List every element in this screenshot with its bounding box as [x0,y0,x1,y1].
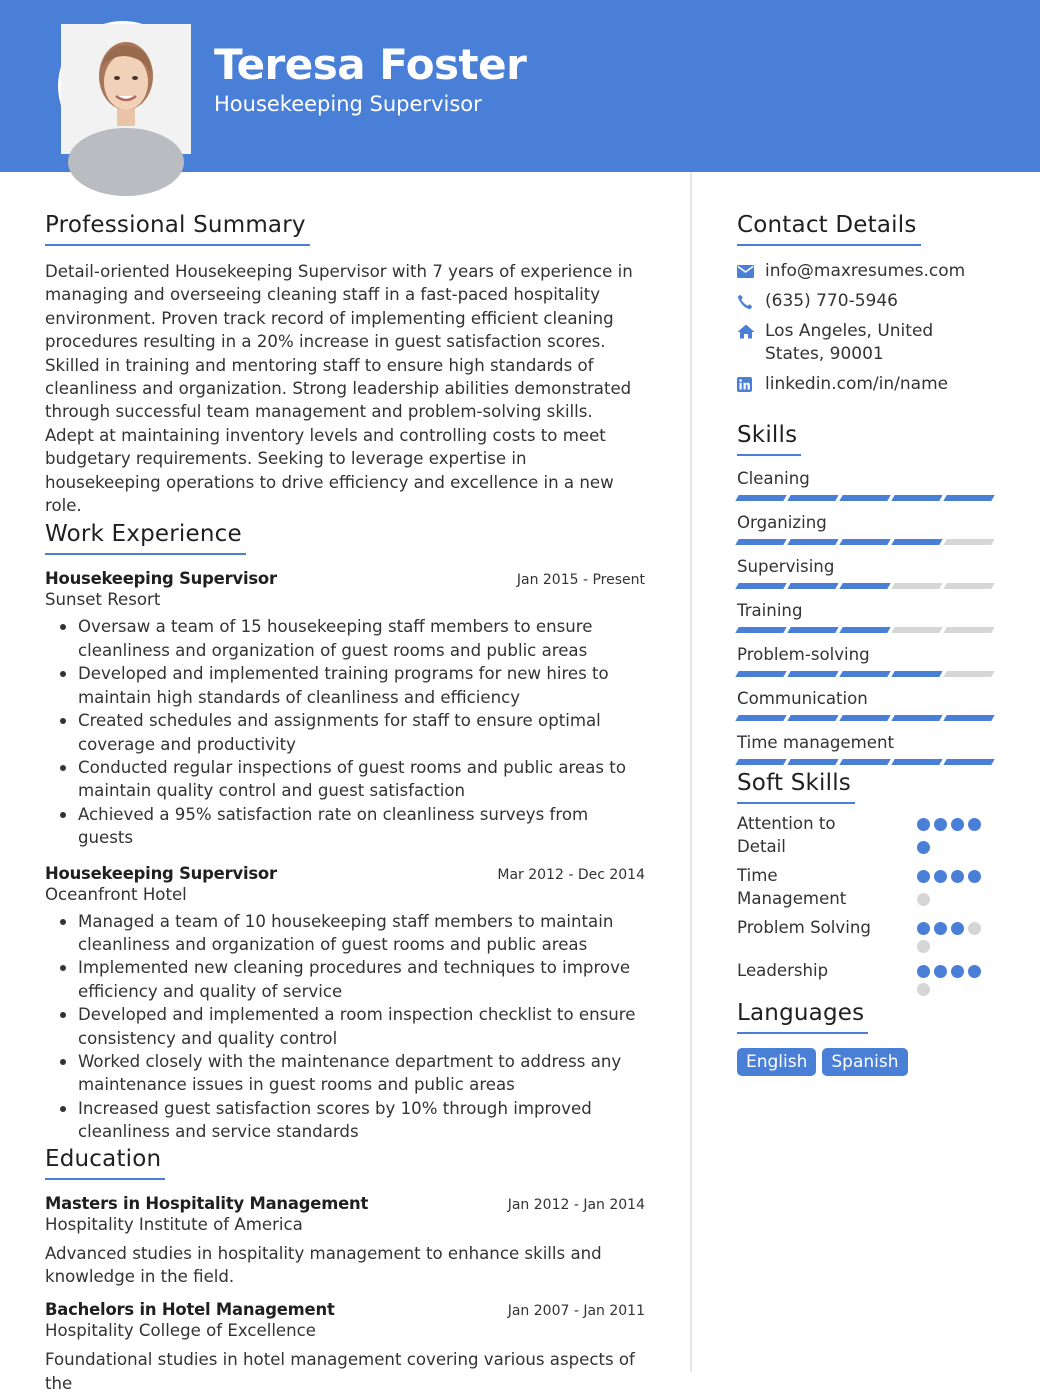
skill-level-segment [735,583,786,589]
job-bullets [45,615,645,849]
skill-item [737,644,997,677]
contact-heading: Contact Details [737,212,921,246]
soft-skill-name: Leadership [737,961,829,980]
rating-dot [968,965,981,978]
soft-skill-rating [917,959,997,996]
soft-skill-name: Problem Solving [737,918,871,937]
rating-dot [951,818,964,831]
job-bullet: Achieved a 95% satisfaction rate on cleanliness surveys from guests [45,803,645,850]
contact-phone-text: (635) 770-5946 [765,291,898,311]
skill-level-segment [839,583,890,589]
skill-level-bar [737,627,997,633]
skill-level-segment [839,671,890,677]
skill-level-segment [787,495,838,501]
education-school: Hospitality College of Excellence [45,1321,316,1341]
linkedin-icon [737,373,765,396]
skill-level-segment [943,715,994,721]
job-entry [45,569,645,849]
soft-skill-item [737,864,997,910]
job-bullet: Worked closely with the maintenance department to address any maintenance issues in guest rooms and public areas [45,1050,645,1097]
job-bullet: Oversaw a team of 15 housekeeping staff members to ensure cleanliness and organization of guest rooms and public areas [45,615,645,662]
job-role: Housekeeping Supervisor [45,863,277,883]
contact-phone[interactable] [737,290,997,313]
skill-level-segment [891,539,942,545]
skill-level-segment [891,495,942,501]
skill-level-segment [839,715,890,721]
education-degree: Bachelors in Hotel Management [45,1300,335,1320]
job-bullet: Managed a team of 10 housekeeping staff members to maintain cleanliness and organization of guest rooms and public areas [45,910,645,957]
job-bullet: Developed and implemented training programs for new hires to maintain high standards of cleanliness and efficiency [45,662,645,709]
soft-skill-rating [917,916,997,953]
job-dates: Mar 2012 - Dec 2014 [497,866,645,883]
candidate-title: Housekeeping Supervisor [214,92,482,116]
rating-dot [951,965,964,978]
email-icon [737,260,765,283]
rating-dot [968,818,981,831]
rating-dot [917,965,930,978]
language-tag: English [737,1048,816,1076]
soft-skills-heading: Soft Skills [737,770,855,804]
skill-level-segment [943,671,994,677]
rating-dot [917,940,930,953]
job-bullets [45,910,645,1144]
rating-dot [917,983,930,996]
rating-dot [917,818,930,831]
experience-heading: Work Experience [45,521,246,555]
soft-skill-name: Attention to Detail [737,814,836,856]
job-bullet: Developed and implemented a room inspection checklist to ensure consistency and quality control [45,1003,645,1050]
education-dates: Jan 2012 - Jan 2014 [507,1196,645,1213]
skill-level-segment [839,495,890,501]
job-bullet: Increased guest satisfaction scores by 10% through improved cleanliness and service standards [45,1097,645,1144]
job-role: Housekeeping Supervisor [45,569,277,589]
skill-item [737,556,997,589]
skill-level-segment [787,583,838,589]
contact-location [737,320,997,366]
skill-level-segment [943,627,994,633]
skill-level-segment [839,759,890,765]
skill-level-bar [737,539,997,545]
education-description: Advanced studies in hospitality management to enhance skills and knowledge in the field. [45,1243,602,1286]
skill-level-segment [735,671,786,677]
education-entry [45,1300,645,1395]
skill-name: Training [737,601,803,620]
skill-level-segment [787,715,838,721]
job-bullet: Implemented new cleaning procedures and techniques to improve efficiency and quality of service [45,956,645,1003]
skill-name: Time management [737,733,895,752]
skill-level-segment [735,715,786,721]
skill-level-segment [787,671,838,677]
skill-item [737,688,997,721]
job-bullet: Created schedules and assignments for staff to ensure optimal coverage and productivity [45,709,645,756]
skill-item [737,468,997,501]
skill-level-segment [943,539,994,545]
skill-level-segment [735,495,786,501]
rating-dot [968,922,981,935]
soft-skill-item [737,959,997,996]
skill-name: Communication [737,689,868,708]
candidate-name: Teresa Foster [214,40,527,89]
soft-skill-rating [917,812,997,858]
skill-level-segment [787,759,838,765]
skill-name: Supervising [737,557,835,576]
skill-level-segment [787,539,838,545]
skill-level-segment [891,759,942,765]
job-entry [45,864,645,1144]
education-entry [45,1194,645,1289]
skill-level-segment [735,759,786,765]
skill-level-segment [891,671,942,677]
education-heading: Education [45,1146,165,1180]
home-icon [737,320,765,343]
skill-level-segment [735,539,786,545]
main-column [45,212,645,1395]
skill-item [737,512,997,545]
skill-name: Problem-solving [737,645,870,664]
skill-name: Cleaning [737,469,810,488]
rating-dot [951,922,964,935]
skill-name: Organizing [737,513,827,532]
skills-heading: Skills [737,422,801,456]
languages-heading: Languages [737,1000,868,1034]
rating-dot [951,870,964,883]
contact-email[interactable] [737,260,997,283]
job-bullet: Conducted regular inspections of guest rooms and public areas to maintain quality control and guest satisfaction [45,756,645,803]
soft-skill-item [737,916,997,953]
skill-level-bar [737,583,997,589]
rating-dot [934,965,947,978]
skill-item [737,600,997,633]
summary-text: Detail-oriented Housekeeping Supervisor with 7 years of experience in managing and overseeing cleaning staff in a fast-paced hospitality environment. Proven track record of implementing efficient cleaning procedures resulting in a 20% increase in guest satisfaction scores. Skilled in training and mentoring staff to ensure high standards of cleanliness and organization. Strong leadership abilities demonstrated through successful team management and problem-solving skills. Adept at maintaining inventory levels and controlling costs to meet budgetary requirements. Seeking to leverage expertise in housekeeping operations to drive efficiency and excellence in a new role. [45,262,633,516]
skill-level-segment [943,759,994,765]
contact-list [737,260,997,396]
phone-icon [737,290,765,313]
skill-level-segment [839,539,890,545]
skill-level-segment [943,583,994,589]
education-degree: Masters in Hospitality Management [45,1193,369,1213]
contact-email-text: info@maxresumes.com [765,261,966,281]
sidebar-column [737,212,997,1076]
education-description: Foundational studies in hotel management covering various aspects of the [45,1350,635,1393]
skill-level-segment [943,495,994,501]
rating-dot [917,922,930,935]
skill-level-bar [737,495,997,501]
skill-level-segment [891,627,942,633]
skill-level-bar [737,715,997,721]
rating-dot [968,870,981,883]
summary-heading: Professional Summary [45,212,310,246]
contact-linkedin[interactable] [737,373,997,396]
rating-dot [917,841,930,854]
skill-level-segment [735,627,786,633]
skill-level-bar [737,671,997,677]
profile-photo [58,21,188,151]
contact-linkedin-text: linkedin.com/in/name [765,374,949,394]
soft-skill-name: Time Management [737,866,847,908]
soft-skills-list [737,812,997,996]
job-company: Sunset Resort [45,590,161,610]
soft-skill-rating [917,864,997,910]
education-dates: Jan 2007 - Jan 2011 [507,1303,645,1320]
skill-level-segment [787,627,838,633]
job-dates: Jan 2015 - Present [516,572,645,589]
column-divider [690,172,692,1372]
resume-header [0,0,1040,172]
skill-item [737,732,997,765]
rating-dot [917,893,930,906]
contact-location-text: Los Angeles, United States, 90001 [765,321,934,364]
rating-dot [934,922,947,935]
education-school: Hospitality Institute of America [45,1214,303,1234]
rating-dot [934,818,947,831]
languages-list [737,1048,997,1076]
rating-dot [934,870,947,883]
rating-dot [917,870,930,883]
skill-level-segment [891,715,942,721]
skill-level-segment [839,627,890,633]
job-company: Oceanfront Hotel [45,884,187,904]
language-tag: Spanish [822,1048,907,1076]
skill-level-bar [737,759,997,765]
soft-skill-item [737,812,997,858]
profile-photo-illustration [61,24,191,154]
skill-level-segment [891,583,942,589]
skills-list [737,468,997,765]
